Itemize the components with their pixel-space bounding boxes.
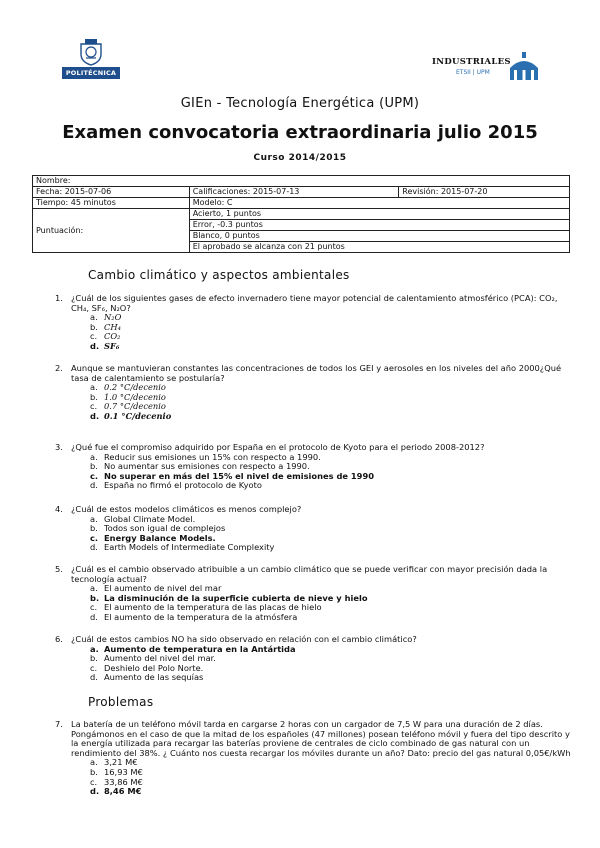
question-number: 4. (55, 504, 63, 514)
option-b[interactable]: b. No aumentar sus emisiones con respecto a 1990. (90, 461, 310, 472)
question-stem: Aunque se mantuvieran constantes las concentraciones de todos los GEI y aerosoles en los niveles del año 2000¿Qué tasa de calentamiento se postularía? (71, 363, 562, 383)
section-title-problems: Problemas (88, 695, 154, 709)
score-blank-cell: Blanco, 0 puntos (189, 231, 569, 242)
course-title: GIEn - Tecnología Energética (UPM) (180, 96, 420, 111)
table-row (33, 209, 570, 220)
option-a[interactable]: a. El aumento de nivel del mar (90, 583, 222, 594)
upm-logo-caption: POLITÉCNICA (62, 67, 120, 79)
question-stem: ¿Cuál de los siguientes gases de efecto invernadero tiene mayor potencial de calentamiento atmosférico (PCA): CO₂, CH₄, SF₆, N₂O? (71, 293, 558, 313)
option-c[interactable]: c. Energy Balance Models. (90, 532, 216, 543)
etsii-logo-sub: ETSII | UPM (456, 69, 490, 76)
etsii-logo (432, 50, 542, 82)
grades-date-cell: Calificaciones: 2015-07-13 (189, 187, 399, 198)
time-cell: Tiempo: 45 minutos (33, 198, 190, 209)
question-number: 5. (55, 564, 63, 574)
question-stem: ¿Cuál es el cambio observado atribuible a un cambio climático que se puede verificar con mayor precisión dada la tecnología actual? (71, 564, 548, 584)
option-a[interactable]: a. 0.2 °C/decenio (90, 382, 166, 393)
question-number: 3. (55, 442, 63, 452)
question-3 (55, 443, 575, 491)
question-1 (55, 294, 575, 352)
question-number: 2. (55, 363, 63, 373)
question-4 (55, 505, 575, 553)
option-d[interactable]: d. El aumento de la temperatura de la atmósfera (90, 611, 298, 622)
question-2 (55, 364, 575, 422)
question-number: 6. (55, 634, 63, 644)
option-b[interactable]: b. Todos son igual de complejos (90, 523, 226, 534)
question-stem: ¿Cuál de estos modelos climáticos es menos complejo? (71, 504, 302, 514)
option-d[interactable]: d. Aumento de las sequías (90, 672, 204, 683)
upm-logo (62, 38, 120, 79)
option-d[interactable]: d. 0.1 °C/decenio (90, 410, 172, 421)
option-d[interactable]: d. España no firmó el protocolo de Kyoto (90, 480, 262, 491)
option-d[interactable]: d. Earth Models of Intermediate Complexity (90, 542, 275, 553)
table-row (33, 187, 570, 198)
date-cell: Fecha: 2015-07-06 (33, 187, 190, 198)
option-c[interactable]: c. No superar en más del 15% el nivel de emisiones de 1990 (90, 470, 374, 481)
name-field[interactable]: Nombre: (33, 176, 570, 187)
option-b[interactable]: b. La disminución de la superficie cubierta de nieve y hielo (90, 592, 368, 603)
option-c[interactable]: c. 0.7 °C/decenio (90, 401, 166, 412)
score-label-cell: Puntuación: (33, 209, 190, 253)
question-5 (55, 565, 575, 623)
question-number: 7. (55, 719, 63, 729)
option-c[interactable]: c. CO₂ (90, 331, 121, 342)
option-d[interactable]: d. SF₆ (90, 340, 120, 351)
exam-title: Examen convocatoria extraordinaria julio 2015 (62, 122, 538, 143)
question-stem: ¿Cuál de estos cambios NO ha sido observado en relación con el cambio climático? (71, 634, 417, 644)
section-title-climate: Cambio climático y aspectos ambientales (88, 268, 350, 282)
option-b[interactable]: b. 16,93 M€ (90, 766, 143, 777)
option-a[interactable]: a. 3,21 M€ (90, 757, 138, 768)
etsii-logo-name: INDUSTRIALES (432, 57, 511, 67)
option-a[interactable]: a. N₂O (90, 312, 122, 323)
option-c[interactable]: c. Deshielo del Polo Norte. (90, 662, 204, 673)
option-b[interactable]: b. CH₄ (90, 321, 121, 332)
pass-threshold-cell: El aprobado se alcanza con 21 puntos (189, 242, 569, 253)
table-row (33, 198, 570, 209)
course-year: Curso 2014/2015 (253, 153, 347, 163)
option-b[interactable]: b. 1.0 °C/decenio (90, 391, 166, 402)
question-number: 1. (55, 293, 63, 303)
question-stem: ¿Qué fue el compromiso adquirido por España en el protocolo de Kyoto para el periodo 2008-2012? (71, 442, 485, 452)
table-row (33, 176, 570, 187)
dome-icon (506, 50, 542, 82)
option-b[interactable]: b. Aumento del nivel del mar. (90, 653, 216, 664)
option-c[interactable]: c. 33,86 M€ (90, 776, 143, 787)
option-c[interactable]: c. El aumento de la temperatura de las placas de hielo (90, 602, 322, 613)
score-error-cell: Error, -0.3 puntos (189, 220, 569, 231)
review-date-cell: Revisión: 2015-07-20 (399, 187, 570, 198)
option-a[interactable]: a. Global Climate Model. (90, 513, 196, 524)
question-7 (55, 720, 575, 797)
score-correct-cell: Acierto, 1 puntos (189, 209, 569, 220)
question-stem: La batería de un teléfono móvil tarda en cargarse 2 horas con un cargador de 7,5 W para una duración de 2 días. Pongámonos en el caso de que la mitad de los españoles (47 millones) posean teléfono móvil y fuera del tipo descrito y la energía utilizada para recargar las baterías proviene de centrales de ciclo combinado de gas natural con un rendimiento del 38%. ¿ Cuánto nos cuesta recargar los móviles durante un año? Dato: precio del gas natural 0,05€/kWh (71, 719, 571, 758)
question-6 (55, 635, 575, 683)
option-d[interactable]: d. 8,46 M€ (90, 786, 142, 797)
model-cell: Modelo: C (189, 198, 569, 209)
exam-info-table (32, 175, 570, 253)
upm-crest-icon (77, 38, 105, 66)
option-a[interactable]: a. Reducir sus emisiones un 15% con respecto a 1990. (90, 451, 321, 462)
option-a[interactable]: a. Aumento de temperatura en la Antártida (90, 643, 296, 654)
